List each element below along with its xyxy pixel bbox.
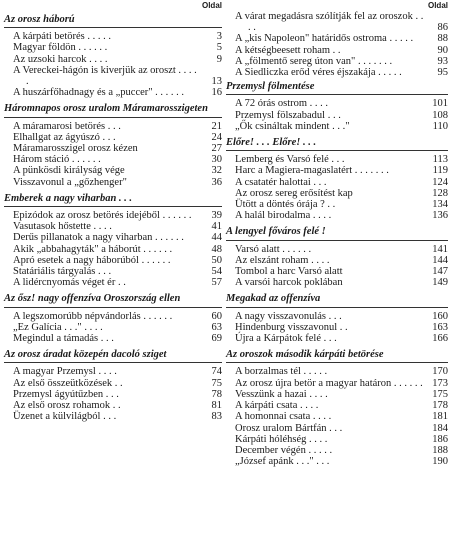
- entry-page-number: 175: [432, 388, 448, 400]
- section-divider: [4, 27, 222, 28]
- toc-entry: [4, 277, 222, 288]
- entry-page-number: 170: [432, 366, 448, 378]
- page-column-header: Oldal: [201, 1, 222, 10]
- section-divider: [226, 240, 448, 241]
- entry-page-number: 24: [211, 131, 222, 143]
- section-title: Előre! . . . Előre! . . .: [226, 137, 317, 149]
- entry-page-number: 134: [432, 199, 448, 211]
- toc-entry: [4, 411, 222, 422]
- toc-entry: [4, 244, 222, 255]
- entry-page-number: 178: [432, 400, 448, 412]
- toc-entry: [4, 266, 222, 277]
- entry-page-number: 78: [211, 388, 222, 400]
- entry-page-number: 124: [432, 176, 448, 188]
- section-title: Megakad az offenzíva: [226, 293, 321, 305]
- entry-title: Orosz uralom Bártfán . . .: [235, 422, 343, 434]
- entry-page-number: 74: [211, 366, 222, 378]
- entry-page-number: 181: [432, 411, 448, 423]
- toc-entry: [4, 132, 222, 143]
- toc-entry: [226, 445, 448, 456]
- section-title: Az orosz háború: [4, 14, 75, 25]
- toc-entry: [226, 411, 448, 422]
- toc-entry: [226, 333, 448, 344]
- entry-page-number: 149: [432, 277, 448, 289]
- toc-section: [226, 346, 448, 467]
- entry-page-number: 95: [437, 67, 448, 79]
- entry-page-number: 190: [432, 456, 448, 468]
- entry-title: A homonnai csata . . . .: [235, 411, 332, 423]
- toc-entry: [226, 389, 448, 400]
- entry-title: Az orosz sereg erősítést kap: [235, 187, 353, 199]
- entry-title: A varsói harcok poklában: [235, 277, 343, 289]
- toc-entry: [226, 434, 448, 445]
- toc-entry: [226, 11, 448, 33]
- entry-page-number: 69: [211, 333, 222, 345]
- toc-entry: [226, 423, 448, 434]
- entry-title: A kárpáti betörés . . . . .: [13, 31, 111, 43]
- entry-title: Magyar földön . . . . . .: [13, 42, 108, 54]
- entry-page-number: 16: [211, 87, 222, 99]
- entry-page-number: 90: [437, 44, 448, 56]
- section-title: A lengyel főváros felé !: [226, 226, 326, 238]
- toc-section: [226, 78, 448, 132]
- entry-page-number: 119: [432, 165, 448, 177]
- entry-title: „József apánk . . ." . . .: [235, 456, 330, 468]
- entry-title: Az első orosz rohamok . .: [13, 400, 121, 412]
- entry-page-number: 147: [432, 266, 448, 278]
- entry-page-number: 163: [432, 321, 448, 333]
- toc-entry: [226, 56, 448, 67]
- toc-entry: [226, 456, 448, 467]
- entry-title: A „fölmentő sereg úton van" . . . . . . .: [235, 55, 393, 67]
- entry-title: Harc a Magiera-magaslatért . . . . . . .: [235, 165, 389, 177]
- entry-page-number: 30: [211, 154, 222, 166]
- entry-title: Przemysl fölszabadul . . .: [235, 109, 341, 121]
- toc-entry: [4, 333, 222, 344]
- toc-section: [226, 223, 448, 288]
- section-title: Przemysl fölmentése: [226, 81, 315, 93]
- entry-title: A pünkösdi királyság vége: [13, 165, 125, 177]
- entry-title: A csatatér halottai . . .: [235, 176, 327, 188]
- toc-entry: [4, 42, 222, 53]
- entry-title: Az első összeütközések . .: [13, 377, 123, 389]
- toc-entry: [226, 154, 448, 165]
- entry-page-number: 36: [211, 176, 222, 188]
- entry-page-number: 39: [211, 210, 222, 222]
- entry-page-number: 83: [211, 411, 222, 423]
- entry-title: A Vereckei-hágón is kiverjük az oroszt . . . . .: [13, 64, 197, 88]
- toc-entry: [4, 31, 222, 42]
- toc-entry: [226, 244, 448, 255]
- entry-title: A kétségbeesett roham . .: [235, 44, 341, 56]
- toc-section: [226, 134, 448, 221]
- entry-title: A nagy visszavonulás . . .: [235, 310, 342, 322]
- entry-page-number: 184: [432, 422, 448, 434]
- entry-title: Elhallgat az ágyúszó . . .: [13, 131, 116, 143]
- section-divider: [226, 307, 448, 308]
- toc-section: [4, 100, 222, 187]
- entry-page-number: 5: [216, 42, 222, 54]
- entry-page-number: 54: [211, 266, 222, 278]
- entry-title: A legszomorúbb népvándorlás . . . . . .: [13, 310, 173, 322]
- section-title: Az oroszok második kárpáti betörése: [226, 349, 384, 361]
- entry-title: Vesszünk a hazai . . . .: [235, 388, 328, 400]
- entry-page-number: 3: [216, 31, 222, 43]
- entry-title: A kárpáti csata . . . .: [235, 400, 319, 412]
- entry-title: A lidércnyomás véget ér . .: [13, 277, 126, 289]
- entry-page-number: 57: [211, 277, 222, 289]
- entry-title: A Siedliczka erőd véres éjszakája . . . . .: [235, 67, 402, 79]
- entry-page-number: 136: [432, 210, 448, 222]
- entry-title: Máramarosszigel orosz kézen: [13, 143, 138, 155]
- entry-page-number: 188: [432, 444, 448, 456]
- entry-title: Vasutasok hőstette . . . .: [13, 221, 112, 233]
- entry-title: Tombol a harc Varsó alatt: [235, 266, 343, 278]
- toc-entry: [4, 322, 222, 333]
- right-column: [226, 0, 448, 469]
- toc-entry: [226, 165, 448, 176]
- entry-title: Przemysl ágyútűzben . . .: [13, 388, 119, 400]
- entry-page-number: 44: [211, 232, 222, 244]
- entry-page-number: 144: [432, 254, 448, 266]
- toc-entry: [226, 33, 448, 44]
- toc-entry: [4, 143, 222, 154]
- entry-page-number: 41: [211, 221, 222, 233]
- toc-entry: [4, 54, 222, 65]
- toc-entry: [226, 400, 448, 411]
- toc-entry: [226, 98, 448, 109]
- toc-entry: [226, 311, 448, 322]
- toc-entry: [4, 177, 222, 188]
- toc-entry: [4, 400, 222, 411]
- entry-page-number: 86: [437, 22, 448, 34]
- entry-page-number: 88: [437, 33, 448, 45]
- toc-entry: [4, 378, 222, 389]
- entry-title: Üzenet a külvilágból . . .: [13, 411, 117, 423]
- entry-page-number: 50: [211, 254, 222, 266]
- toc-entry: [226, 277, 448, 288]
- section-divider: [4, 117, 222, 118]
- entry-title: A huszárfőhadnagy és a „puccer" . . . . . .: [13, 87, 185, 99]
- entry-title: Varsó alatt . . . . . .: [235, 243, 312, 255]
- toc-entry: [226, 266, 448, 277]
- entry-title: Apró esetek a nagy háborúból . . . . . .: [13, 254, 171, 266]
- toc-entry: [4, 165, 222, 176]
- entry-title: Statáriális tárgyalás . . .: [13, 266, 112, 278]
- section-title: Emberek a nagy viharban . . .: [4, 192, 133, 204]
- entry-title: Visszavonul a „gőzhenger": [13, 176, 127, 188]
- entry-title: Ütött a döntés órája ? . .: [235, 199, 336, 211]
- entry-title: December végén . . . . .: [235, 444, 333, 456]
- entry-title: Megindul a támadás . . .: [13, 333, 114, 345]
- section-divider: [226, 150, 448, 151]
- entry-page-number: 9: [216, 53, 222, 65]
- entry-page-number: 166: [432, 333, 448, 345]
- toc-entry: [226, 188, 448, 199]
- toc-entry: [4, 255, 222, 266]
- section-divider: [4, 307, 222, 308]
- toc-entry: [226, 45, 448, 56]
- entry-page-number: 48: [211, 243, 222, 255]
- toc-entry: [4, 311, 222, 322]
- entry-title: Újra a Kárpátok felé . . .: [235, 333, 337, 345]
- toc-section: [4, 290, 222, 344]
- toc-entry: [226, 199, 448, 210]
- entry-title: Három stáció . . . . . .: [13, 154, 101, 166]
- entry-title: Kárpáti hóléhség . . . .: [235, 433, 328, 445]
- entry-title: Az elszánt roham . . . .: [235, 254, 330, 266]
- entry-title: A máramarosi betörés . . .: [13, 120, 121, 132]
- section-divider: [4, 206, 222, 207]
- entry-page-number: 93: [437, 55, 448, 67]
- toc-entry: [4, 389, 222, 400]
- toc-entry: [4, 65, 222, 87]
- entry-page-number: 173: [432, 377, 448, 389]
- entry-page-number: 141: [432, 243, 448, 255]
- toc-entry: [226, 210, 448, 221]
- entry-page-number: 113: [432, 154, 448, 166]
- entry-title: Lemberg és Varsó felé . . .: [235, 154, 345, 166]
- entry-title: Derűs pillanatok a nagy viharban . . . . . .: [13, 232, 184, 244]
- entry-page-number: 27: [211, 143, 222, 155]
- entry-title: Hindenburg visszavonul . .: [235, 321, 348, 333]
- entry-title: Akik „abbahagyták" a háborút . . . . . .: [13, 243, 173, 255]
- section-title: Az orosz áradat közepén dacoló sziget: [4, 349, 167, 361]
- toc-entry: [226, 255, 448, 266]
- toc-section: [4, 346, 222, 422]
- entry-page-number: 60: [211, 310, 222, 322]
- entry-page-number: 110: [432, 120, 448, 132]
- toc-entry: [226, 121, 448, 132]
- toc-entry: [226, 378, 448, 389]
- toc-entry: [4, 87, 222, 98]
- toc-section: [226, 290, 448, 344]
- toc-entry: [4, 232, 222, 243]
- entry-page-number: 13: [211, 76, 222, 88]
- toc-entry: [4, 221, 222, 232]
- left-column: [4, 0, 222, 425]
- entry-page-number: 32: [211, 165, 222, 177]
- entry-title: Epizódok az orosz betörés idejéből . . . . . .: [13, 210, 192, 222]
- entry-title: A várat megadásra szólítják fel az oroszok . . . .: [235, 11, 424, 34]
- entry-page-number: 75: [211, 377, 222, 389]
- toc-entry: [226, 366, 448, 377]
- entry-title: A borzalmas tél . . . . .: [235, 366, 328, 378]
- entry-page-number: 186: [432, 433, 448, 445]
- entry-page-number: 108: [432, 109, 448, 121]
- section-title: Az ősz! nagy offenzíva Oroszország ellen: [4, 293, 181, 305]
- toc-section: [4, 11, 222, 98]
- toc-entry: [4, 154, 222, 165]
- toc-entry: [226, 177, 448, 188]
- entry-title: „Ők csináltak mindent . . .": [235, 120, 350, 132]
- entry-page-number: 128: [432, 187, 448, 199]
- section-divider: [4, 362, 222, 363]
- entry-title: Az orosz újra betör a magyar határon . . . . . .: [235, 377, 423, 389]
- toc-entry: [226, 110, 448, 121]
- entry-page-number: 101: [432, 98, 448, 110]
- entry-title: Az uzsoki harcok . . . .: [13, 53, 108, 65]
- section-title: Háromnapos orosz uralom Máramarosszigeten: [4, 103, 208, 115]
- page-column-header: Oldal: [427, 1, 448, 10]
- entry-title: A „kis Napoleon" határidős ostroma . . . . .: [235, 33, 414, 45]
- entry-page-number: 63: [211, 321, 222, 333]
- entry-title: A halál birodalma . . . .: [235, 210, 332, 222]
- toc-entry: [4, 121, 222, 132]
- toc-entry: [4, 210, 222, 221]
- entry-title: „Ez Galícia . . ." . . . .: [13, 321, 103, 333]
- entry-title: A 72 órás ostrom . . . .: [235, 98, 329, 110]
- entry-title: A magyar Przemysl . . . .: [13, 366, 117, 378]
- entry-page-number: 160: [432, 310, 448, 322]
- toc-entry: [226, 322, 448, 333]
- toc-entry: [226, 67, 448, 78]
- section-divider: [226, 94, 448, 95]
- section-divider: [226, 362, 448, 363]
- toc-entry: [4, 366, 222, 377]
- toc-section: [4, 190, 222, 289]
- entry-page-number: 81: [211, 400, 222, 412]
- entry-page-number: 21: [211, 120, 222, 132]
